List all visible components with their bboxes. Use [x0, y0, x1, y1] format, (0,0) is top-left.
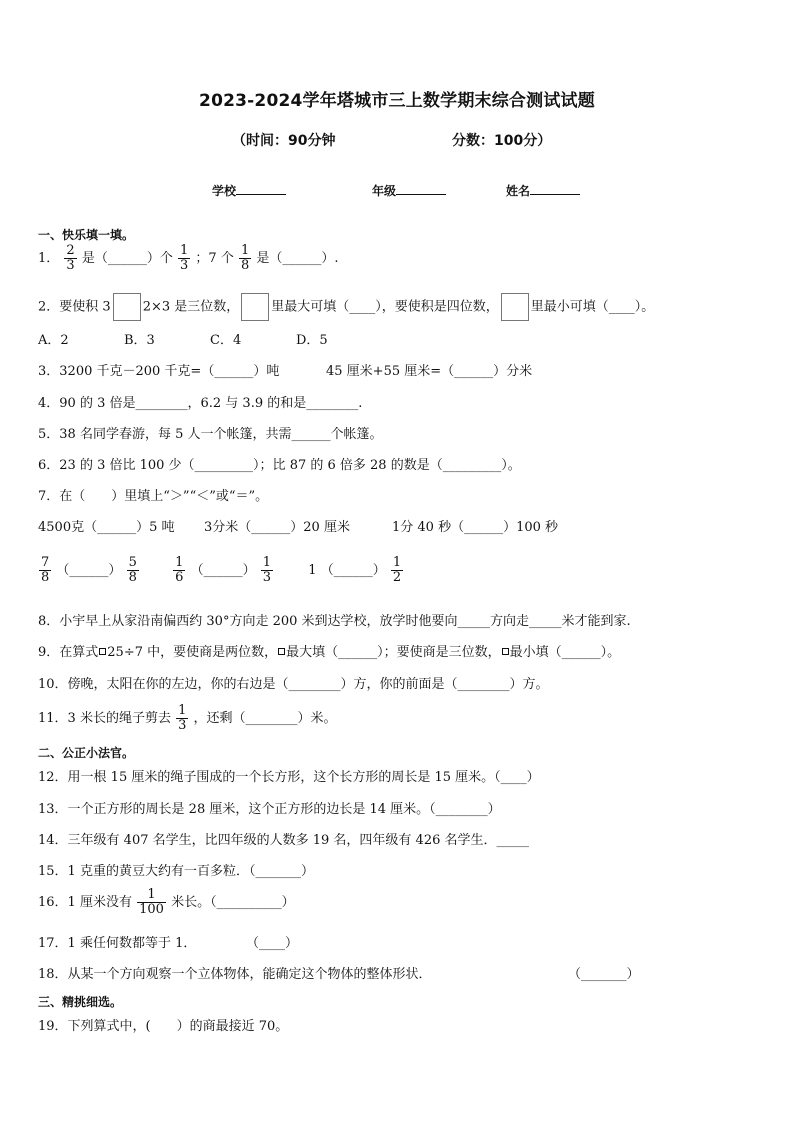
exam-score: 分数：100分）: [452, 133, 552, 149]
question-7: 7．在（ ）里填上“＞”“＜”或“＝”。: [38, 489, 269, 504]
question-text: 是（______）个: [81, 251, 173, 266]
question-19: 19．下列算式中，( ）的商最接近 70。: [38, 1019, 289, 1034]
question-text: 17．1 乘任何数都等于 1．: [38, 936, 197, 951]
fraction: $\frac{1}{3}$: [178, 703, 187, 733]
square-placeholder-icon: [278, 648, 285, 655]
question-5: 5．38 名同学春游，每 5 人一个帐篷，共需______个帐篷。: [38, 427, 383, 442]
question-1: [38, 244, 339, 273]
q7-row-1: [38, 520, 558, 536]
question-text: 25÷7 中，要使商是两位数，: [107, 645, 278, 660]
question-text: 45 厘米+55 厘米=（______）分米: [326, 364, 533, 379]
fraction: $\frac{1}{2}$: [392, 555, 402, 585]
answer-blank[interactable]: （______）: [320, 563, 386, 578]
fraction: $\frac{1}{3}$: [262, 555, 271, 585]
question-number: 1．: [38, 251, 60, 266]
digit-box[interactable]: [113, 293, 141, 321]
school-blank[interactable]: [236, 182, 286, 195]
answer-blank[interactable]: （____）: [246, 936, 299, 951]
section-heading: 二、公正小法官。: [38, 746, 135, 760]
question-11: [38, 704, 337, 733]
square-placeholder-icon: [502, 648, 509, 655]
question-text: 3．3200 千克－200 千克=（______）吨: [38, 364, 280, 379]
q7-row-2: [38, 556, 404, 585]
option-d[interactable]: D．5: [296, 333, 328, 348]
fraction: $\frac{5}{8}$: [128, 555, 137, 585]
answer-blank[interactable]: （_______）: [568, 967, 640, 982]
question-text: 9．在算式: [38, 645, 99, 660]
question-15: 15．1 克重的黄豆大约有一百多粒．（_______）: [38, 864, 314, 879]
answer-blank[interactable]: （______）: [56, 563, 122, 578]
number-one: 1: [308, 563, 317, 578]
question-9: [38, 645, 620, 661]
name-field: [506, 182, 580, 199]
question-6: 6．23 的 3 倍比 100 少（_________）；比 87 的 6 倍多 28 的数是（_________）。: [38, 458, 521, 473]
section-heading: 三、精挑细选。: [38, 995, 123, 1009]
question-text: ；7 个: [195, 251, 234, 266]
question-18: [38, 967, 640, 983]
fraction: $\frac{1}{8}$: [240, 243, 250, 273]
answer-blank[interactable]: （______）: [190, 563, 256, 578]
question-text: 最小填（______）。: [509, 645, 621, 660]
name-label: 姓名: [506, 184, 531, 198]
school-label: 学校: [212, 184, 237, 198]
question-12: 12．用一根 15 厘米的绳子围成的一个长方形，这个长方形的周长是 15 厘米。（____）: [38, 770, 540, 785]
square-placeholder-icon: [99, 648, 106, 655]
digit-box[interactable]: [241, 293, 269, 321]
compare-item: 1分 40 秒（______）100 秒: [392, 520, 559, 535]
grade-blank[interactable]: [396, 182, 446, 195]
section-heading: 一、快乐填一填。: [38, 228, 135, 242]
compare-item: 4500克（______）5 吨: [38, 520, 175, 535]
exam-title: 2023-2024学年塔城市三上数学期末综合测试试题: [199, 91, 595, 111]
question-text: 11．3 米长的绳子剪去: [38, 711, 171, 726]
question-13: 13．一个正方形的周长是 28 厘米，这个正方形的边长是 14 厘米。（________）: [38, 802, 501, 817]
question-text: 2×3 是三位数，: [142, 299, 240, 315]
fraction: $\frac{2}{3}$: [66, 243, 75, 273]
question-14: 14．三年级有 407 名学生，比四年级的人数多 19 名，四年级有 426 名学生．_____: [38, 833, 530, 848]
digit-box[interactable]: [501, 293, 529, 321]
question-text: 16．1 厘米没有: [38, 895, 132, 910]
question-3: [38, 364, 532, 380]
question-text: 里最小可填（____）。: [530, 299, 655, 315]
q2-options: [38, 333, 382, 349]
question-17: [38, 936, 298, 952]
exam-time: （时间：90分钟: [232, 133, 336, 149]
question-text: ，还剩（________）米。: [193, 711, 337, 726]
question-text: 最大填（______）；要使商是三位数，: [286, 645, 501, 660]
question-4: 4．90 的 3 倍是________，6.2 与 3.9 的和是________.: [38, 396, 363, 411]
grade-field: [372, 182, 446, 199]
question-text: 是（______）.: [256, 251, 339, 266]
fraction: $\frac{1}{6}$: [175, 555, 184, 585]
school-field: [212, 182, 286, 199]
option-b[interactable]: B．3: [124, 333, 155, 348]
question-16: [38, 888, 295, 917]
question-8: 8．小宇早上从家沿南偏西约 30°方向走 200 米到达学校，放学时他要向_____方向走_____米才能到家.: [38, 614, 631, 629]
question-2: [38, 293, 654, 321]
question-text: 里最大可填（____），要使积是四位数，: [271, 299, 499, 315]
grade-label: 年级: [372, 184, 397, 198]
question-text: 18．从某一个方向观察一个立体物体，能确定这个物体的整体形状．: [38, 967, 432, 982]
question-text: 米长。（__________）: [171, 895, 295, 910]
question-text: 2．要使积 3: [38, 299, 111, 315]
option-c[interactable]: C．4: [210, 333, 242, 348]
fraction: $\frac{1}{100}$: [139, 887, 164, 917]
question-10: 10．傍晚，太阳在你的左边，你的右边是（________）方，你的前面是（________）方。: [38, 677, 549, 692]
option-a[interactable]: A．2: [38, 333, 69, 348]
compare-item: 3分米（______）20 厘米: [204, 520, 350, 535]
fraction: $\frac{1}{3}$: [180, 243, 189, 273]
name-blank[interactable]: [530, 182, 580, 195]
fraction: $\frac{7}{8}$: [41, 555, 50, 585]
